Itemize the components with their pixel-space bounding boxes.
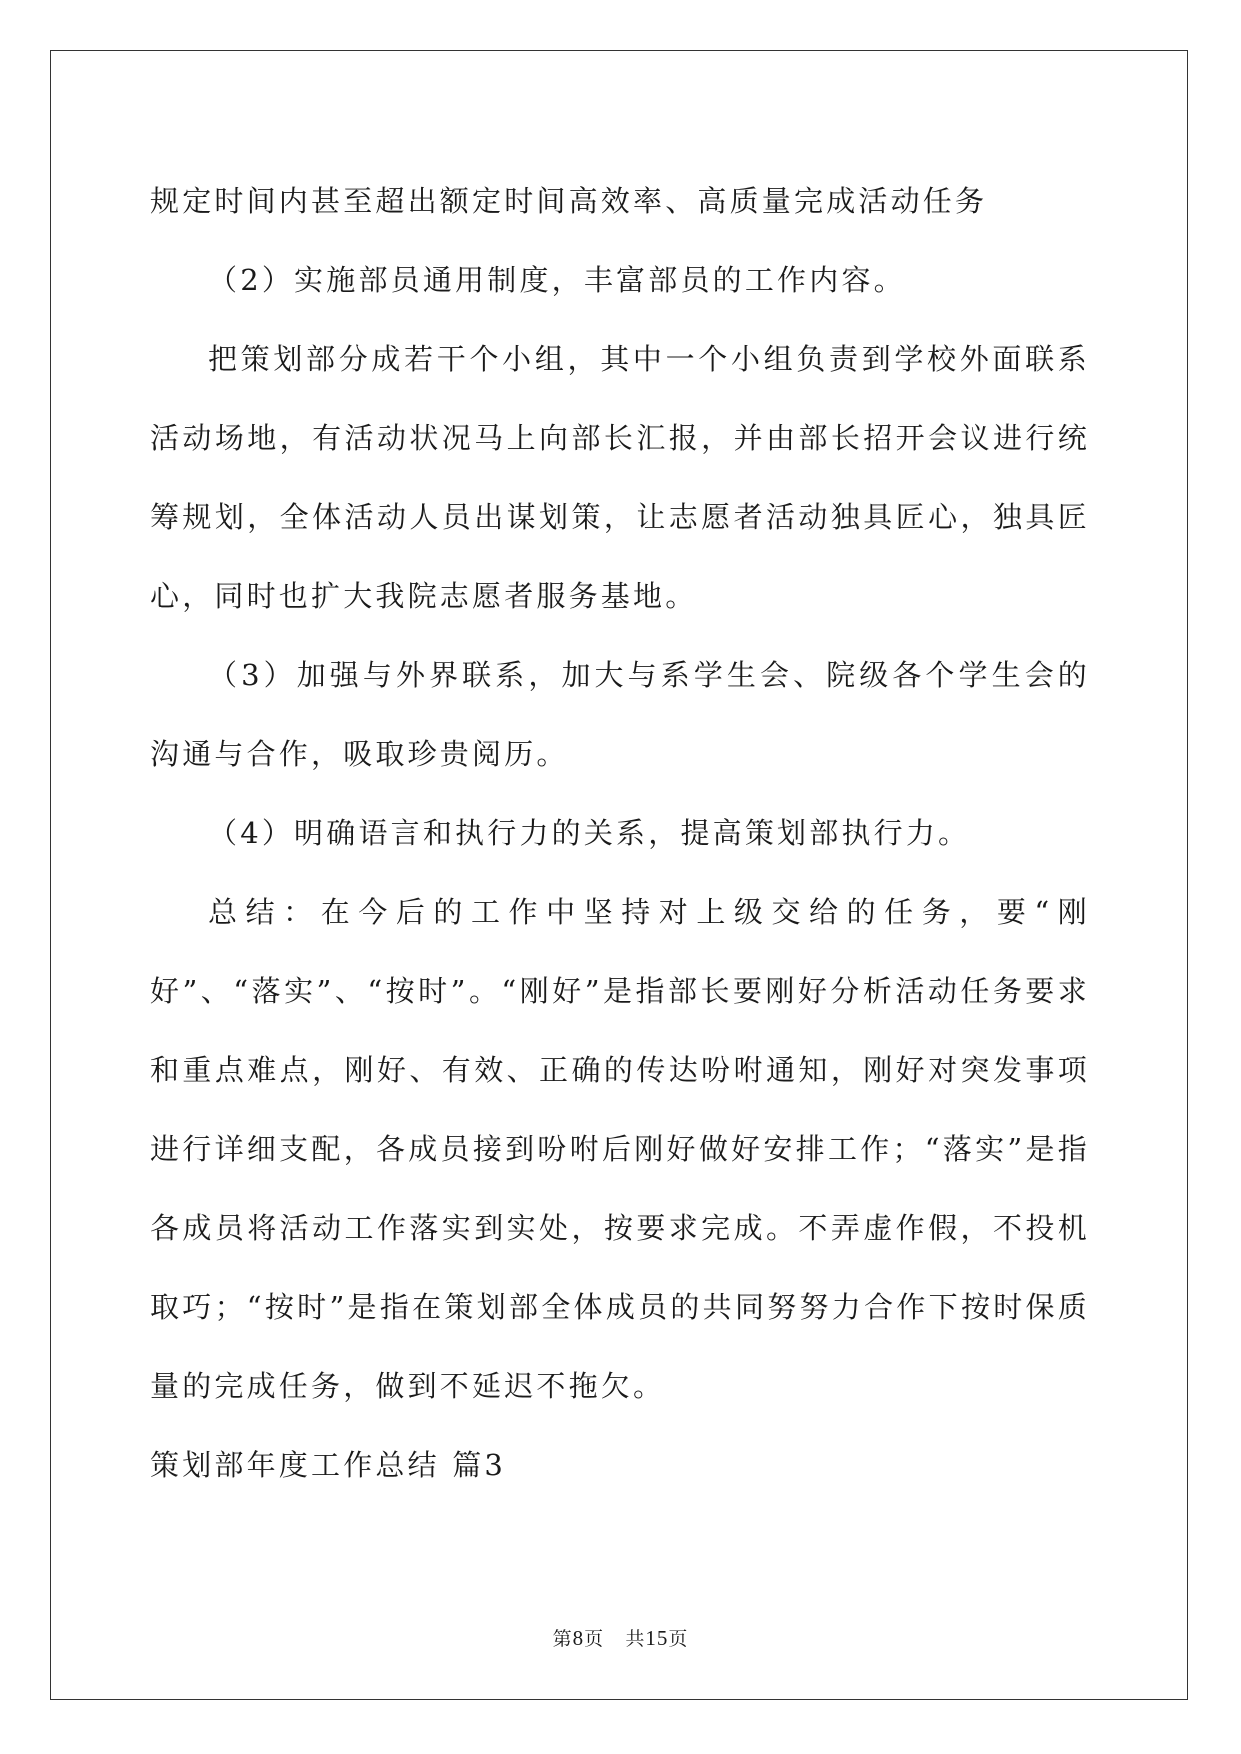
paragraph-3: 把策划部分成若干个小组，其中一个小组负责到学校外面联系活动场地，有活动状况马上向部长汇报，并由部长招开会议进行统筹规划，全体活动人员出谋划策，让志愿者活动独具匠心，独具匠心，同时也扩大我院志愿者服务基地。 <box>150 342 1090 613</box>
total-pages: 15 <box>645 1626 669 1650</box>
section-heading: 策划部年度工作总结 篇3 <box>150 1448 507 1482</box>
paragraph-4: （3）加强与外界联系，加大与系学生会、院级各个学生会的沟通与合作，吸取珍贵阅历。 <box>150 658 1090 771</box>
paragraph-1: 规定时间内甚至超出额定时间高效率、高质量完成活动任务 <box>150 184 988 218</box>
paragraph-2: （2）实施部员通用制度，丰富部员的工作内容。 <box>208 263 906 297</box>
paragraph-5: （4）明确语言和执行力的关系，提高策划部执行力。 <box>208 816 971 850</box>
total-label-prefix: 共 <box>625 1628 646 1650</box>
page-label-prefix: 第 <box>552 1628 573 1650</box>
document-body <box>150 162 1090 1505</box>
page-label-suffix: 页 <box>584 1628 605 1650</box>
paragraph-6: 总结：在今后的工作中坚持对上级交给的任务，要“刚好”、“落实”、“按时”。“刚好”是指部长要刚好分析活动任务要求和重点难点，刚好、有效、正确的传达吩咐通知，刚好对突发事项进行详细支配，各成员接到吩咐后刚好做好安排工作；“落实”是指各成员将活动工作落实到实处，按要求完成。不弄虚作假，不投机取巧；“按时”是指在策划部全体成员的共同努努力合作下按时保质量的完成任务，做到不延迟不拖欠。 <box>150 895 1090 1403</box>
page-number: 8 <box>572 1626 585 1650</box>
page-footer <box>0 1624 1241 1651</box>
total-label-suffix: 页 <box>668 1628 689 1650</box>
